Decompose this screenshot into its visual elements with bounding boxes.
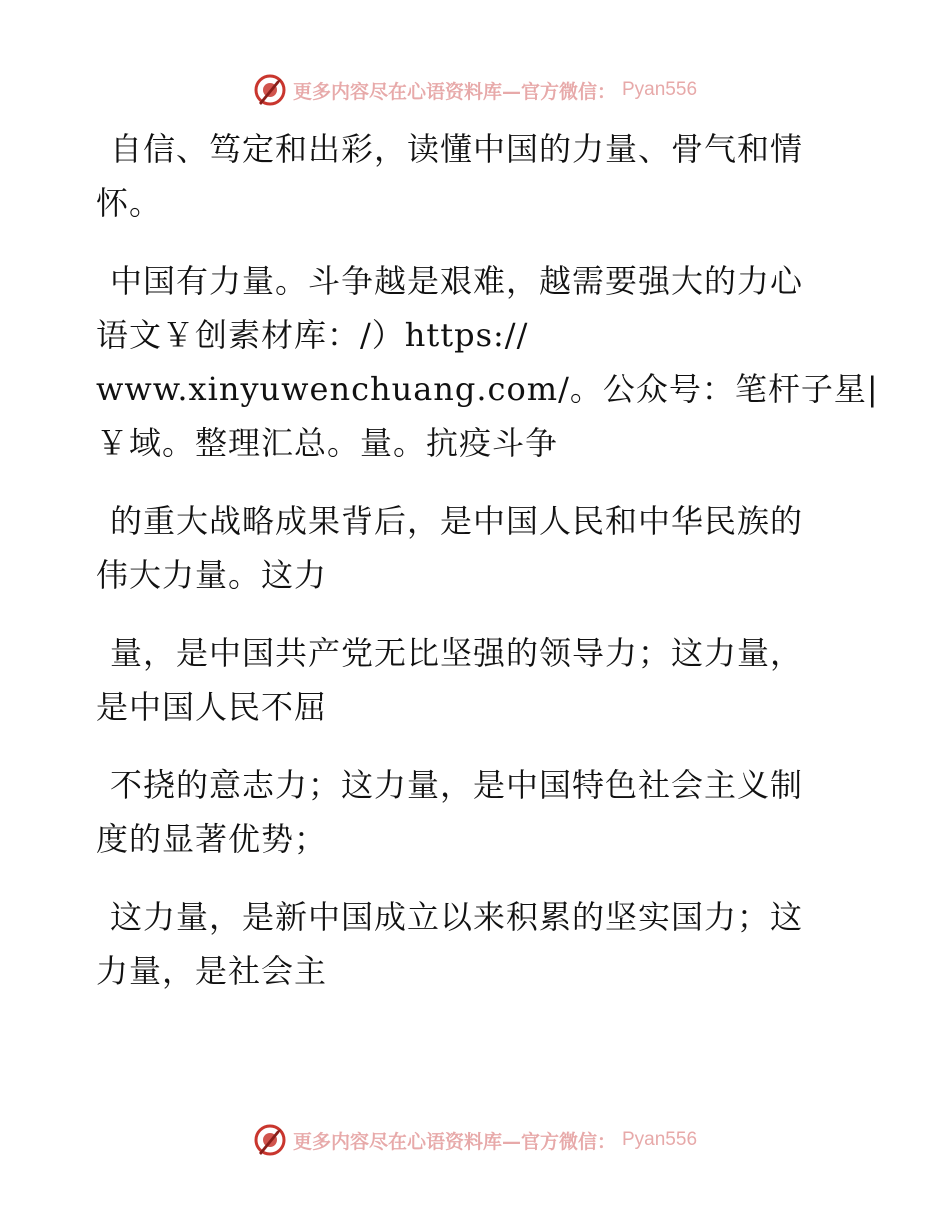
text-line: 的重大战略成果背后，是中国人民和中华民族的: [110, 502, 804, 540]
watermark-wechat-id: Pyan556: [622, 79, 698, 100]
text-line: 度的显著优势；: [96, 820, 328, 858]
watermark-text: 更多内容尽在心语资料库—官方微信：: [292, 80, 616, 103]
text-line: 中国有力量。斗争越是艰难，越需要强大的力心: [110, 262, 804, 300]
text-line: www.xinyuwenchuang.com/。公众号：笔杆子星|: [96, 370, 879, 408]
text-line: ￥域。整理汇总。量。抗疫斗争: [96, 424, 559, 462]
paragraph: [96, 254, 879, 470]
quill-seal-icon: [253, 73, 287, 107]
text-line: 自信、笃定和出彩，读懂中国的力量、骨气和情: [110, 130, 804, 168]
watermark-text: 更多内容尽在心语资料库—官方微信：: [292, 1130, 616, 1153]
footer-watermark: [0, 1122, 950, 1158]
watermark-wechat-id: Pyan556: [622, 1129, 698, 1150]
text-line: 语文￥创素材库：/）https://: [96, 316, 529, 354]
paragraph: [96, 758, 836, 866]
text-line: 力量，是社会主: [96, 952, 328, 990]
text-line: 这力量，是新中国成立以来积累的坚实国力；这: [110, 898, 804, 936]
text-line: 不挠的意志力；这力量，是中国特色社会主义制: [110, 766, 804, 804]
text-line: 是中国人民不屈: [96, 688, 328, 726]
text-line: 量，是中国共产党无比坚强的领导力；这力量，: [110, 634, 804, 672]
quill-seal-icon: [253, 1123, 287, 1157]
text-line: 伟大力量。这力: [96, 556, 328, 594]
paragraph: [96, 122, 836, 230]
paragraph: [96, 890, 836, 998]
text-line: 怀。: [96, 184, 163, 222]
body-text: [96, 122, 879, 1022]
paragraph: [96, 494, 836, 602]
paragraph: [96, 626, 836, 734]
header-watermark: [0, 72, 950, 108]
